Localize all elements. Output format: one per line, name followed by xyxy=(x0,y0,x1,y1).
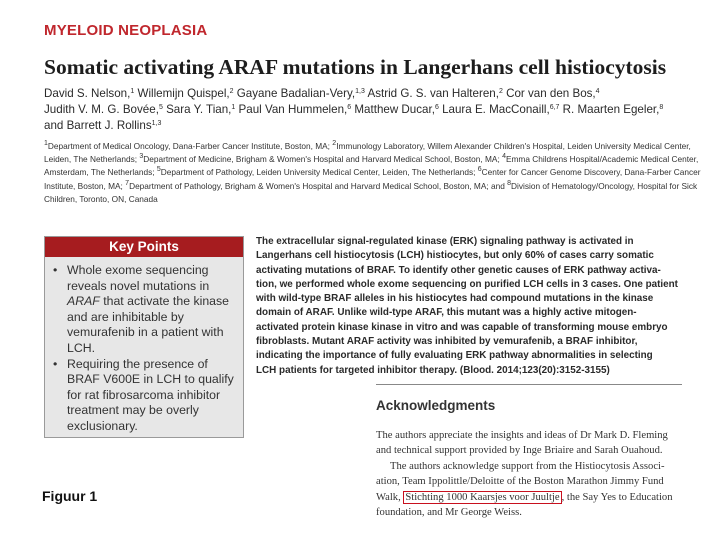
ack-line: and technical support provided by Inge Briaire and Sarah Ouahoud. xyxy=(376,445,663,457)
ack-line: The authors acknowledge support from the Histiocytosis Associ- xyxy=(390,460,665,472)
key-point: • Requiring the presence of BRAF V600E in LCH to qualify for rat fibrosarcoma inhibitor treatment may be overly exclusionary. xyxy=(53,356,234,433)
author: Matthew Ducar,$^6$ xyxy=(354,103,439,116)
ack-line: ation, Team Ippolittle/Deloitte of the Boston Marathon Jimmy Fund xyxy=(376,476,664,488)
abstract-line: domain of ARAF. Unlike wild-type ARAF, this mutant was a highly active mitogen- xyxy=(256,307,637,319)
abstract-line: activated protein kinase kinase in vitro and was capable of transforming mouse embryo xyxy=(256,321,668,333)
bullet-icon: • xyxy=(53,263,58,277)
author: Sara Y. Tian,$^1$ xyxy=(166,103,236,116)
key-point: • Whole exome sequencing reveals novel mutations in ARAF that activate the kinase and are inhibitable by vemurafenib in a patient with LCH. xyxy=(53,263,229,355)
article-title: Somatic activating ARAF mutations in Langerhans cell histiocytosis xyxy=(44,55,667,79)
abstract-line: The extracellular signal-regulated kinase (ERK) signaling pathway is activated in xyxy=(256,236,634,247)
author: Willemijn Quispel,$^2$ xyxy=(137,87,234,100)
abstract-line: Langerhans cell histiocytosis (LCH) histiocytes, but only 60% of cases carry somatic xyxy=(256,250,654,262)
abstract-line: indicating the importance of fully evaluating ERK pathway abnormalities in selecting xyxy=(256,350,653,362)
ack-line: Walk, Stichting 1000 Kaarsjes voor Juultje , the Say Yes to Education xyxy=(376,491,673,503)
acknowledgments-heading: Acknowledgments xyxy=(376,398,496,413)
author-list xyxy=(44,86,704,134)
author: David S. Nelson,$^1$ xyxy=(44,87,135,100)
bullet-icon: • xyxy=(53,356,58,371)
ack-line: foundation, and Mr George Weiss. xyxy=(376,507,522,519)
key-points-box xyxy=(44,236,244,438)
abstract-line: fibroblasts. Mutant ARAF activity was inhibited by vemurafenib, a BRAF inhibitor, xyxy=(256,336,638,348)
author: Astrid G. S. van Halteren,$^2$ xyxy=(367,87,503,100)
highlighted-foundation-name: Stichting 1000 Kaarsjes voor Juultje xyxy=(405,491,560,503)
author: R. Maarten Egeler,$^8$ xyxy=(562,103,664,116)
author: and Barrett J. Rollins$^{1,3}$ xyxy=(44,119,162,132)
abstract-line: tion, we performed whole exome sequencing on purified LCH cells in 3 cases. One patient xyxy=(256,278,678,290)
abstract-line: activating mutations of BRAF. To identify other genetic causes of ERK pathway activa- xyxy=(256,264,661,276)
author: Cor van den Bos,$^4$ xyxy=(506,87,600,100)
section-divider xyxy=(376,384,682,385)
figure-label: Figuur 1 xyxy=(42,488,98,504)
section-label: MYELOID NEOPLASIA xyxy=(44,22,208,39)
abstract-line: with wild-type BRAF alleles in his histiocytes had compound mutations in the kinase xyxy=(256,293,654,305)
key-points-list xyxy=(45,263,243,435)
author: Judith V. M. G. Bovée,$^5$ xyxy=(44,103,163,116)
key-points-heading: Key Points xyxy=(45,237,243,257)
author: Paul Van Hummelen,$^6$ xyxy=(238,103,352,116)
author: Laura E. MacConaill,$^{6,7}$ xyxy=(442,103,560,116)
affiliations: $^1$Department of Medical Oncology, Dana-Farber Cancer Institute, Boston, MA; $^2$Immunology Laboratory, Willem Alexander Children's Hospital, Leiden University Medical Center, Leiden, The Netherlands; $^3$Department of Medicine, Brigham & Women's Hospital and Harvard Medical School, Boston, MA; $^4$Emma Childrens Hospital/Academic Medical Center, Amsterdam, The Netherlands; $^5$Department of Pathology, Leiden University Medical Center, Leiden, The Netherlands; $^6$Center for Cancer Genome Discovery, Dana-Farber Cancer Institute, Boston, MA; $^7$Department of Pathology, Brigham & Women's Hospital and Harvard Medical School, Boston, MA; and $^8$Division of Hematology/Oncology, Hospital for Sick Children, Toronto, ON, Canada xyxy=(44,140,701,204)
author: Gayane Badalian-Very,$^{1,3}$ xyxy=(236,87,365,100)
abstract xyxy=(256,235,682,378)
abstract-line: LCH patients for targeted inhibitor therapy. (Blood. 2014;123(20):3152-3155) xyxy=(256,364,610,376)
ack-line: The authors appreciate the insights and ideas of Dr Mark D. Fleming xyxy=(376,430,668,441)
acknowledgments-text xyxy=(376,428,688,520)
